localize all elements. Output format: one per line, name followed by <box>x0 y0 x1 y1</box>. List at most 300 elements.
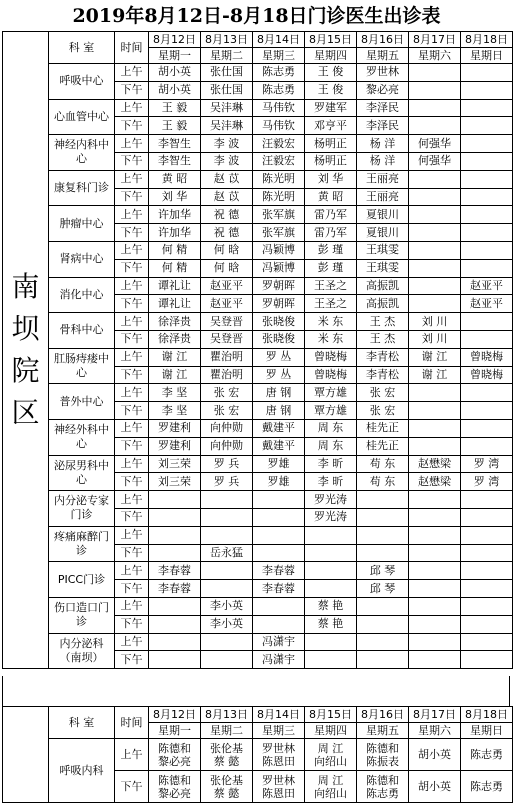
session-label: 上午 <box>115 277 149 295</box>
doctor-cell <box>409 224 461 242</box>
department-name: 伤口造口门诊 <box>49 597 115 633</box>
doctor-cell: 陈德和 陈振表 <box>357 739 409 771</box>
doctor-cell <box>253 508 305 526</box>
doctor-cell <box>461 188 513 206</box>
doctor-cell: 赵懋梁 <box>409 455 461 473</box>
session-label: 下午 <box>115 473 149 491</box>
doctor-cell: 戴建平 <box>253 437 305 455</box>
doctor-cell <box>461 491 513 509</box>
doctor-cell <box>305 580 357 598</box>
header-date: 8月12日 <box>149 707 201 723</box>
doctor-cell: 周 东 <box>305 437 357 455</box>
doctor-cell: 谢 江 <box>409 366 461 384</box>
doctor-cell: 黄 昭 <box>305 188 357 206</box>
session-label: 上午 <box>115 64 149 82</box>
session-label: 下午 <box>115 224 149 242</box>
department-name: 神经内科中心 <box>49 135 115 171</box>
doctor-cell: 陈德和 黎必亮 <box>149 771 201 803</box>
doctor-cell: 罗光涛 <box>305 508 357 526</box>
doctor-cell: 彭 瑾 <box>305 241 357 259</box>
doctor-cell: 刘三荣 <box>149 455 201 473</box>
doctor-cell: 张 宏 <box>201 402 253 420</box>
doctor-cell: 刘 华 <box>149 188 201 206</box>
doctor-cell: 桂先正 <box>357 419 409 437</box>
doctor-cell <box>461 615 513 633</box>
table-row <box>3 419 513 437</box>
doctor-cell: 马伟钦 <box>253 117 305 135</box>
header-weekday: 星期四 <box>305 48 357 64</box>
doctor-cell: 蔡 艳 <box>305 615 357 633</box>
doctor-cell: 何 精 <box>149 241 201 259</box>
doctor-cell: 夏银川 <box>357 206 409 224</box>
doctor-cell <box>461 651 513 669</box>
doctor-cell <box>409 562 461 580</box>
doctor-cell <box>461 117 513 135</box>
doctor-cell: 王 杰 <box>357 330 409 348</box>
doctor-cell: 谢 江 <box>149 366 201 384</box>
session-label: 上午 <box>115 633 149 651</box>
doctor-cell: 胡小英 <box>149 64 201 82</box>
doctor-cell: 李春蓉 <box>149 562 201 580</box>
doctor-cell <box>253 491 305 509</box>
doctor-cell <box>149 508 201 526</box>
table-row <box>3 277 513 295</box>
doctor-cell <box>409 295 461 313</box>
session-label: 上午 <box>115 455 149 473</box>
doctor-cell: 杨 洋 <box>357 152 409 170</box>
session-label: 上午 <box>115 491 149 509</box>
doctor-cell <box>461 419 513 437</box>
department-name: 疼痛麻醉门诊 <box>49 526 115 562</box>
header-weekday: 星期四 <box>305 723 357 739</box>
doctor-cell: 罗世林 陈恩田 <box>253 771 305 803</box>
table-row <box>3 348 513 366</box>
doctor-cell: 雷乃军 <box>305 224 357 242</box>
doctor-cell <box>357 615 409 633</box>
doctor-cell: 唐 钢 <box>253 384 305 402</box>
doctor-cell: 岳永猛 <box>201 544 253 562</box>
doctor-cell <box>409 544 461 562</box>
doctor-cell: 赵懋梁 <box>409 473 461 491</box>
doctor-cell: 李 昕 <box>305 473 357 491</box>
doctor-cell: 吴登晋 <box>201 313 253 331</box>
doctor-cell: 向仲勋 <box>201 437 253 455</box>
header-date: 8月18日 <box>461 32 513 48</box>
doctor-cell: 罗建利 <box>149 437 201 455</box>
doctor-cell <box>409 64 461 82</box>
doctor-cell: 罗世林 <box>357 64 409 82</box>
header-date: 8月14日 <box>253 32 305 48</box>
session-label: 上午 <box>115 562 149 580</box>
doctor-cell: 冯潇宇 <box>253 633 305 651</box>
doctor-cell: 罗建利 <box>149 419 201 437</box>
doctor-cell: 谭礼让 <box>149 295 201 313</box>
session-label: 下午 <box>115 771 149 803</box>
doctor-cell: 陈志勇 <box>253 64 305 82</box>
doctor-cell: 张仕国 <box>201 81 253 99</box>
session-label: 上午 <box>115 348 149 366</box>
header-weekday: 星期六 <box>409 48 461 64</box>
doctor-cell: 谢 江 <box>149 348 201 366</box>
doctor-cell: 李小英 <box>201 615 253 633</box>
department-name: 普外中心 <box>49 384 115 420</box>
session-label: 下午 <box>115 259 149 277</box>
table-row <box>3 739 513 771</box>
doctor-cell: 唐 钢 <box>253 402 305 420</box>
header-weekday: 星期六 <box>409 723 461 739</box>
doctor-cell: 黎必亮 <box>357 81 409 99</box>
header-date: 8月14日 <box>253 707 305 723</box>
doctor-cell: 邱 琴 <box>357 562 409 580</box>
session-label: 上午 <box>115 419 149 437</box>
table-separator <box>2 676 510 706</box>
header-weekday: 星期二 <box>201 48 253 64</box>
doctor-cell <box>461 633 513 651</box>
session-label: 下午 <box>115 152 149 170</box>
doctor-cell: 蔡 艳 <box>305 597 357 615</box>
table-row <box>3 384 513 402</box>
doctor-cell: 何 精 <box>149 259 201 277</box>
header-weekday: 星期三 <box>253 723 305 739</box>
doctor-cell <box>461 437 513 455</box>
doctor-cell <box>461 152 513 170</box>
doctor-cell: 许加华 <box>149 206 201 224</box>
doctor-cell: 赵亚平 <box>461 277 513 295</box>
doctor-cell <box>201 526 253 544</box>
doctor-cell <box>149 544 201 562</box>
session-label: 上午 <box>115 99 149 117</box>
table-row <box>3 206 513 224</box>
session-label: 上午 <box>115 241 149 259</box>
header-weekday: 星期五 <box>357 48 409 64</box>
doctor-cell: 覃方雄 <box>305 402 357 420</box>
doctor-cell <box>461 81 513 99</box>
session-label: 上午 <box>115 739 149 771</box>
doctor-cell <box>201 633 253 651</box>
department-name: 呼吸中心 <box>49 64 115 100</box>
department-name: 神经外科中心 <box>49 419 115 455</box>
doctor-cell: 杨明正 <box>305 135 357 153</box>
doctor-cell <box>409 99 461 117</box>
doctor-cell: 张军旗 <box>253 206 305 224</box>
table-row <box>3 64 513 82</box>
doctor-cell: 吴沣琳 <box>201 117 253 135</box>
doctor-cell: 周 东 <box>305 419 357 437</box>
doctor-cell: 陈光明 <box>253 188 305 206</box>
doctor-cell: 王 俊 <box>305 64 357 82</box>
session-label: 下午 <box>115 366 149 384</box>
doctor-cell: 李泽民 <box>357 99 409 117</box>
doctor-cell: 王琪雯 <box>357 259 409 277</box>
doctor-cell: 李 波 <box>201 135 253 153</box>
doctor-cell: 胡小英 <box>409 771 461 803</box>
doctor-cell: 瞿治明 <box>201 348 253 366</box>
session-label: 下午 <box>115 81 149 99</box>
header-date: 8月15日 <box>305 707 357 723</box>
doctor-cell <box>305 544 357 562</box>
doctor-cell: 黄 昭 <box>149 170 201 188</box>
doctor-cell: 王琪雯 <box>357 241 409 259</box>
doctor-cell <box>409 615 461 633</box>
doctor-cell <box>409 491 461 509</box>
department-name: 内分泌专家门诊 <box>49 491 115 527</box>
header-date: 8月16日 <box>357 707 409 723</box>
doctor-cell: 陈德和 黎必亮 <box>149 739 201 771</box>
department-name: 呼吸内科 <box>49 739 115 803</box>
doctor-cell: 罗雄 <box>253 473 305 491</box>
doctor-cell: 徐泽贵 <box>149 330 201 348</box>
doctor-cell: 李青松 <box>357 366 409 384</box>
doctor-cell: 谭礼让 <box>149 277 201 295</box>
session-label: 下午 <box>115 580 149 598</box>
header-date: 8月17日 <box>409 707 461 723</box>
doctor-cell: 张军旗 <box>253 224 305 242</box>
doctor-cell: 罗 兵 <box>201 455 253 473</box>
doctor-cell <box>149 597 201 615</box>
doctor-cell: 向仲勋 <box>201 419 253 437</box>
department-name: 肿瘤中心 <box>49 206 115 242</box>
header-date: 8月17日 <box>409 32 461 48</box>
doctor-cell: 李春蓉 <box>253 580 305 598</box>
doctor-cell: 罗建军 <box>305 99 357 117</box>
doctor-cell <box>149 633 201 651</box>
session-label: 下午 <box>115 402 149 420</box>
doctor-cell: 杨 洋 <box>357 135 409 153</box>
schedule-table <box>2 31 513 669</box>
doctor-cell <box>357 633 409 651</box>
session-label: 上午 <box>115 313 149 331</box>
doctor-cell: 罗 湾 <box>461 473 513 491</box>
doctor-cell: 曾晓梅 <box>461 366 513 384</box>
doctor-cell <box>461 170 513 188</box>
doctor-cell: 罗 丛 <box>253 348 305 366</box>
page-title: 2019年8月12日-8月18日门诊医生出诊表 <box>72 5 441 27</box>
header-weekday: 星期一 <box>149 723 201 739</box>
doctor-cell <box>461 259 513 277</box>
doctor-cell: 李 昕 <box>305 455 357 473</box>
session-label: 下午 <box>115 330 149 348</box>
header-time: 时间 <box>115 32 149 64</box>
department-name: 消化中心 <box>49 277 115 313</box>
doctor-cell <box>461 526 513 544</box>
session-label: 上午 <box>115 526 149 544</box>
header-time: 时间 <box>115 707 149 739</box>
schedule-table-continued <box>2 706 513 803</box>
doctor-cell <box>409 580 461 598</box>
doctor-cell <box>357 651 409 669</box>
doctor-cell <box>409 419 461 437</box>
session-label: 上午 <box>115 597 149 615</box>
doctor-cell <box>409 651 461 669</box>
doctor-cell: 陈志勇 <box>461 739 513 771</box>
header-dept: 科 室 <box>49 707 115 739</box>
doctor-cell: 李泽民 <box>357 117 409 135</box>
department-name: 肛肠痔瘘中心 <box>49 348 115 384</box>
doctor-cell <box>253 615 305 633</box>
doctor-cell <box>149 615 201 633</box>
doctor-cell: 桂先正 <box>357 437 409 455</box>
doctor-cell <box>305 526 357 544</box>
doctor-cell <box>305 562 357 580</box>
doctor-cell <box>409 508 461 526</box>
doctor-cell <box>461 64 513 82</box>
department-name: 内分泌科（南坝） <box>49 633 115 669</box>
doctor-cell: 汪毅宏 <box>253 152 305 170</box>
hospital-name: 南坝院区 <box>3 32 49 669</box>
doctor-cell: 覃方雄 <box>305 384 357 402</box>
doctor-cell <box>409 188 461 206</box>
doctor-cell: 张仕国 <box>201 64 253 82</box>
doctor-cell: 李小英 <box>201 597 253 615</box>
doctor-cell <box>461 402 513 420</box>
doctor-cell: 陈志勇 <box>253 81 305 99</box>
session-label: 上午 <box>115 206 149 224</box>
table-row <box>3 313 513 331</box>
department-name: PICC门诊 <box>49 562 115 598</box>
doctor-cell: 苟 东 <box>357 473 409 491</box>
doctor-cell <box>201 491 253 509</box>
header-date: 8月15日 <box>305 32 357 48</box>
doctor-cell: 冯潇宇 <box>253 651 305 669</box>
doctor-cell: 赵亚平 <box>201 295 253 313</box>
doctor-cell: 戴建平 <box>253 419 305 437</box>
doctor-cell: 王 毅 <box>149 99 201 117</box>
session-label: 下午 <box>115 615 149 633</box>
doctor-cell <box>409 206 461 224</box>
doctor-cell: 米 东 <box>305 330 357 348</box>
doctor-cell: 吴登晋 <box>201 330 253 348</box>
department-name: 肾病中心 <box>49 241 115 277</box>
doctor-cell: 张晓俊 <box>253 330 305 348</box>
doctor-cell <box>409 437 461 455</box>
doctor-cell: 赵 苡 <box>201 170 253 188</box>
doctor-cell: 冯颖博 <box>253 241 305 259</box>
doctor-cell <box>409 81 461 99</box>
doctor-cell <box>149 526 201 544</box>
doctor-cell: 曾晓梅 <box>305 348 357 366</box>
doctor-cell: 曾晓梅 <box>305 366 357 384</box>
doctor-cell: 雷乃军 <box>305 206 357 224</box>
doctor-cell: 周 江 向绍山 <box>305 771 357 803</box>
doctor-cell: 米 东 <box>305 313 357 331</box>
table-row <box>3 597 513 615</box>
doctor-cell <box>409 170 461 188</box>
table-row <box>3 455 513 473</box>
doctor-cell <box>461 330 513 348</box>
doctor-cell <box>357 526 409 544</box>
doctor-cell: 刘 川 <box>409 313 461 331</box>
doctor-cell: 罗 丛 <box>253 366 305 384</box>
doctor-cell <box>253 526 305 544</box>
session-label: 下午 <box>115 544 149 562</box>
doctor-cell: 苟 东 <box>357 455 409 473</box>
header-date: 8月12日 <box>149 32 201 48</box>
doctor-cell <box>357 508 409 526</box>
doctor-cell: 邓亨平 <box>305 117 357 135</box>
doctor-cell: 胡小英 <box>149 81 201 99</box>
header-weekday: 星期日 <box>461 48 513 64</box>
department-name: 骨科中心 <box>49 313 115 349</box>
doctor-cell: 李智生 <box>149 135 201 153</box>
doctor-cell <box>305 633 357 651</box>
department-name: 泌尿男科中心 <box>49 455 115 491</box>
doctor-cell <box>253 597 305 615</box>
doctor-cell <box>201 651 253 669</box>
doctor-cell <box>357 544 409 562</box>
doctor-cell <box>461 508 513 526</box>
session-label: 下午 <box>115 437 149 455</box>
session-label: 上午 <box>115 135 149 153</box>
session-label: 下午 <box>115 508 149 526</box>
doctor-cell: 彭 瑾 <box>305 259 357 277</box>
doctor-cell: 赵 苡 <box>201 188 253 206</box>
session-label: 下午 <box>115 188 149 206</box>
table-row <box>3 170 513 188</box>
doctor-cell: 张伦基 蔡 懿 <box>201 771 253 803</box>
doctor-cell: 李青松 <box>357 348 409 366</box>
doctor-cell <box>409 597 461 615</box>
doctor-cell <box>461 580 513 598</box>
doctor-cell: 李 坚 <box>149 402 201 420</box>
doctor-cell: 张 宏 <box>357 402 409 420</box>
header-date: 8月16日 <box>357 32 409 48</box>
table-row <box>3 135 513 153</box>
doctor-cell <box>461 384 513 402</box>
doctor-cell: 赵亚平 <box>201 277 253 295</box>
doctor-cell <box>149 491 201 509</box>
doctor-cell <box>357 597 409 615</box>
doctor-cell <box>409 402 461 420</box>
doctor-cell <box>461 313 513 331</box>
department-name: 康复科门诊 <box>49 170 115 206</box>
department-name: 心血管中心 <box>49 99 115 135</box>
doctor-cell: 王丽亮 <box>357 170 409 188</box>
doctor-cell: 胡小英 <box>409 739 461 771</box>
doctor-cell: 何强华 <box>409 135 461 153</box>
doctor-cell: 周 江 向绍山 <box>305 739 357 771</box>
doctor-cell: 刘 川 <box>409 330 461 348</box>
header-date: 8月18日 <box>461 707 513 723</box>
doctor-cell <box>409 277 461 295</box>
doctor-cell: 罗 湾 <box>461 455 513 473</box>
doctor-cell: 马伟钦 <box>253 99 305 117</box>
table-row <box>3 491 513 509</box>
doctor-cell <box>461 206 513 224</box>
doctor-cell: 夏银川 <box>357 224 409 242</box>
doctor-cell: 陈德和 陈志勇 <box>357 771 409 803</box>
table-row <box>3 241 513 259</box>
doctor-cell <box>461 597 513 615</box>
doctor-cell: 谢 江 <box>409 348 461 366</box>
doctor-cell: 何强华 <box>409 152 461 170</box>
doctor-cell: 杨明正 <box>305 152 357 170</box>
table-row <box>3 633 513 651</box>
header-date: 8月13日 <box>201 707 253 723</box>
doctor-cell: 邱 琴 <box>357 580 409 598</box>
doctor-cell <box>253 544 305 562</box>
doctor-cell: 罗雄 <box>253 455 305 473</box>
doctor-cell <box>461 135 513 153</box>
doctor-cell <box>201 580 253 598</box>
doctor-cell <box>149 651 201 669</box>
header-weekday: 星期五 <box>357 723 409 739</box>
doctor-cell: 李春蓉 <box>149 580 201 598</box>
doctor-cell <box>409 117 461 135</box>
doctor-cell: 王 毅 <box>149 117 201 135</box>
doctor-cell: 罗光涛 <box>305 491 357 509</box>
header-weekday: 星期日 <box>461 723 513 739</box>
doctor-cell: 徐泽贵 <box>149 313 201 331</box>
